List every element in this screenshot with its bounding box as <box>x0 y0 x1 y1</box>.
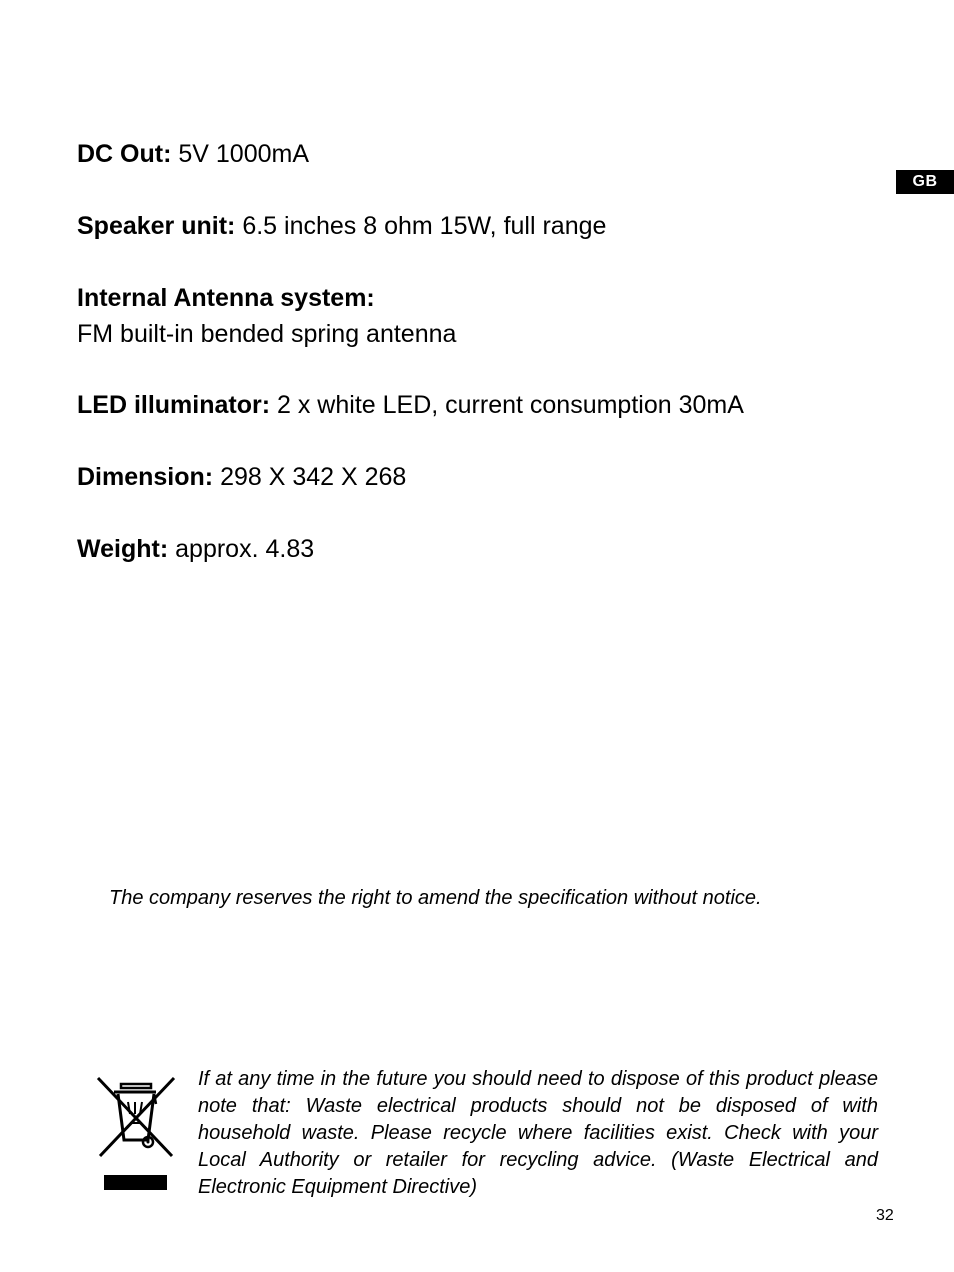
spec-value: 6.5 inches 8 ohm 15W, full range <box>235 212 607 240</box>
spec-internal-antenna <box>77 280 456 352</box>
spec-value: 2 x white LED, current consumption 30mA <box>270 391 744 419</box>
spec-label: Speaker unit: <box>77 212 236 240</box>
spec-value: 298 X 342 X 268 <box>213 463 407 491</box>
spec-value: 5V 1000mA <box>171 140 310 168</box>
spec-label: LED illuminator: <box>77 391 271 419</box>
spec-speaker-unit <box>77 208 606 244</box>
spec-dimension <box>77 459 406 495</box>
weee-disposal-text: If at any time in the future you should need to dispose of this product please note that: Waste electrical products should not be disposed of with household waste. Please recycle where facilities exist. Check with your Local Authority or retailer for recycling advice. (Waste Electrical and Electronic Equipment Directive) <box>198 1068 878 1198</box>
spec-label: Weight: <box>77 535 169 563</box>
spec-led-illuminator <box>77 387 744 423</box>
spec-label: DC Out: <box>77 140 172 168</box>
spec-weight <box>77 531 314 567</box>
spec-value: approx. 4.83 <box>168 535 315 563</box>
specification-notice: The company reserves the right to amend the specification without notice. <box>109 887 762 909</box>
spec-dc-out <box>77 136 309 172</box>
page-number: 32 <box>876 1207 894 1224</box>
spec-label: Dimension: <box>77 463 214 491</box>
language-tab: GB <box>896 170 954 194</box>
spec-label: Internal Antenna system: <box>77 284 375 312</box>
spec-value: FM built-in bended spring antenna <box>77 320 457 348</box>
crossed-out-wheelie-bin-icon <box>94 1074 178 1192</box>
